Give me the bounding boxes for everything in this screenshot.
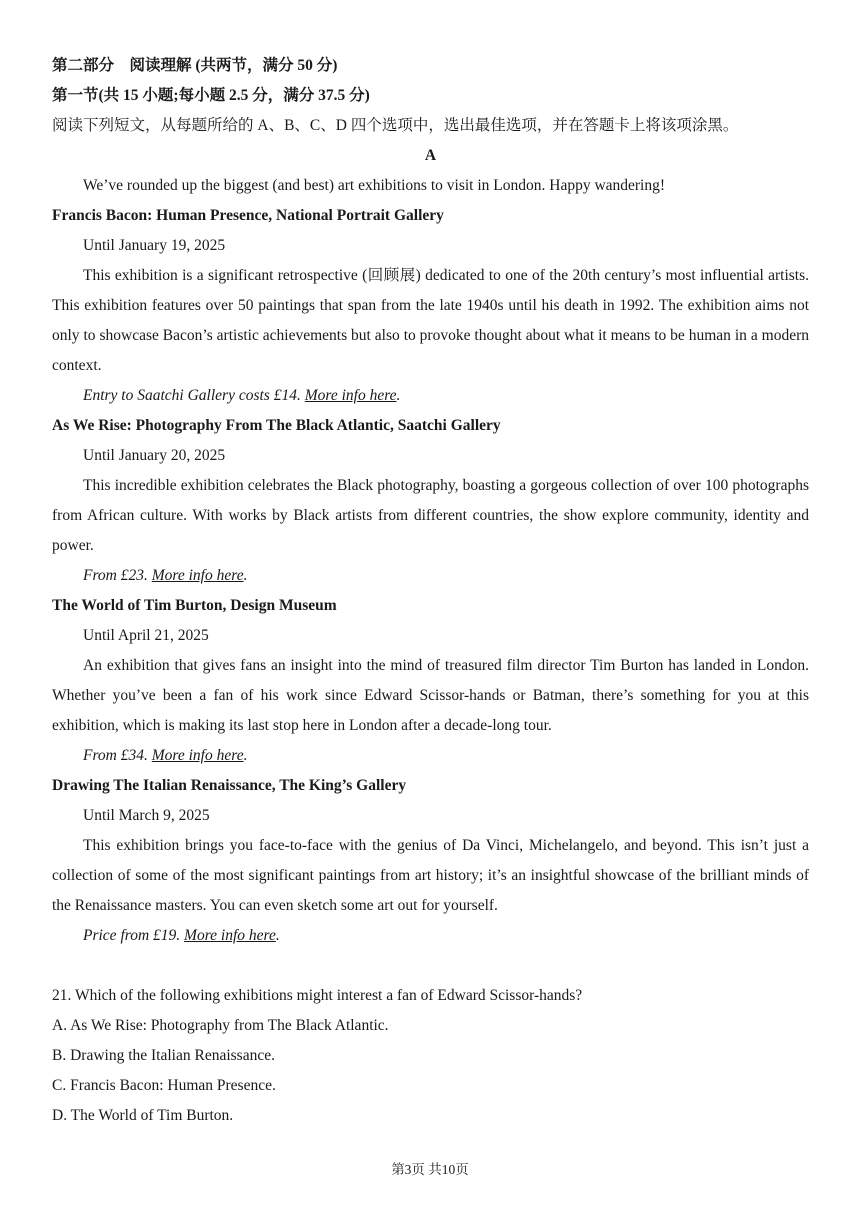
question-stem: 21. Which of the following exhibitions might interest a fan of Edward Scissor-hands? xyxy=(52,987,583,1004)
option-c: C. Francis Bacon: Human Presence. xyxy=(52,1077,276,1094)
exhibition-date: Until January 19, 2025 xyxy=(83,237,226,254)
exhibition-price: Price from £19. xyxy=(83,927,185,944)
exhibition-price-line xyxy=(52,381,809,411)
option-a: A. As We Rise: Photography from The Black Atlantic. xyxy=(52,1017,389,1034)
exhibition-description: This exhibition brings you face-to-face with the genius of Da Vinci, Michelangelo, and beyond. This isn’t just a collection of some of the most significant paintings from art history; it’s an insightful showcase of the brilliant minds of the Renaissance masters. You can even sketch some art out for yourself. xyxy=(52,837,809,914)
option-b: B. Drawing the Italian Renaissance. xyxy=(52,1047,275,1064)
exhibition-description: This exhibition is a significant retrospective (回顾展) dedicated to one of the 20th century’s most influential artists. This exhibition features over 50 paintings that span from the late 1940s until his death in 1992. The exhibition aims not only to showcase Bacon’s artistic achievements but also to provoke thought about what it means to be human in a modern context. xyxy=(52,267,809,374)
more-info-link[interactable]: More info here xyxy=(184,927,276,944)
exhibition-price-line xyxy=(52,921,809,951)
exhibition-title: Drawing The Italian Renaissance, The King’s Gallery xyxy=(52,777,407,794)
exhibition-date: Until March 9, 2025 xyxy=(83,807,210,824)
passage-intro: We’ve rounded up the biggest (and best) art exhibitions to visit in London. Happy wandering! xyxy=(83,177,666,194)
exhibition-title: The World of Tim Burton, Design Museum xyxy=(52,597,337,614)
exhibition-price-line xyxy=(52,741,809,771)
more-info-link[interactable]: More info here xyxy=(304,387,397,404)
exhibition-price-end: . xyxy=(275,927,280,944)
part-title: 第二部分 阅读理解 (共两节，满分 50 分) xyxy=(52,57,338,74)
exhibition-price: From £34. xyxy=(83,747,152,764)
question-block xyxy=(52,981,809,1131)
exhibition-price: From £23. xyxy=(83,567,152,584)
spacer xyxy=(52,951,809,981)
exhibition-price-end: . xyxy=(243,747,248,764)
page-content xyxy=(52,51,809,1131)
page-number: 第3页 共10页 xyxy=(391,1162,469,1177)
more-info-link[interactable]: More info here xyxy=(151,567,244,584)
exhibition-entry xyxy=(52,591,809,771)
exhibition-date: Until April 21, 2025 xyxy=(83,627,209,644)
exhibition-description: This incredible exhibition celebrates the Black photography, boasting a gorgeous collection of over 100 photographs from African culture. With works by Black artists from different countries, the show explore community, identity and power. xyxy=(52,477,809,554)
exhibition-description: An exhibition that gives fans an insight into the mind of treasured film director Tim Burton has landed in London. Whether you’ve been a fan of his work since Edward Scissor-hands or Batman, there’s something for you at this exhibition, which is making its last stop here in London after a decade-long tour. xyxy=(52,657,809,734)
more-info-link[interactable]: More info here xyxy=(151,747,244,764)
exhibition-price-end: . xyxy=(396,387,401,404)
section-title: 第一节(共 15 小题;每小题 2.5 分，满分 37.5 分) xyxy=(52,87,370,104)
exhibition-entry xyxy=(52,201,809,411)
option-d: D. The World of Tim Burton. xyxy=(52,1107,234,1124)
exhibition-entry xyxy=(52,411,809,591)
exhibition-entry xyxy=(52,771,809,951)
exhibition-title: Francis Bacon: Human Presence, National Portrait Gallery xyxy=(52,207,444,224)
passage-label: A xyxy=(424,147,437,164)
instructions: 阅读下列短文，从每题所给的 A、B、C、D 四个选项中，选出最佳选项，并在答题卡上将该项涂黑。 xyxy=(52,117,739,134)
exhibition-date: Until January 20, 2025 xyxy=(83,447,226,464)
exhibition-price-line xyxy=(52,561,809,591)
exhibition-price: Entry to Saatchi Gallery costs £14. xyxy=(83,387,305,404)
exhibition-title: As We Rise: Photography From The Black Atlantic, Saatchi Gallery xyxy=(52,417,501,434)
exhibition-price-end: . xyxy=(243,567,248,584)
